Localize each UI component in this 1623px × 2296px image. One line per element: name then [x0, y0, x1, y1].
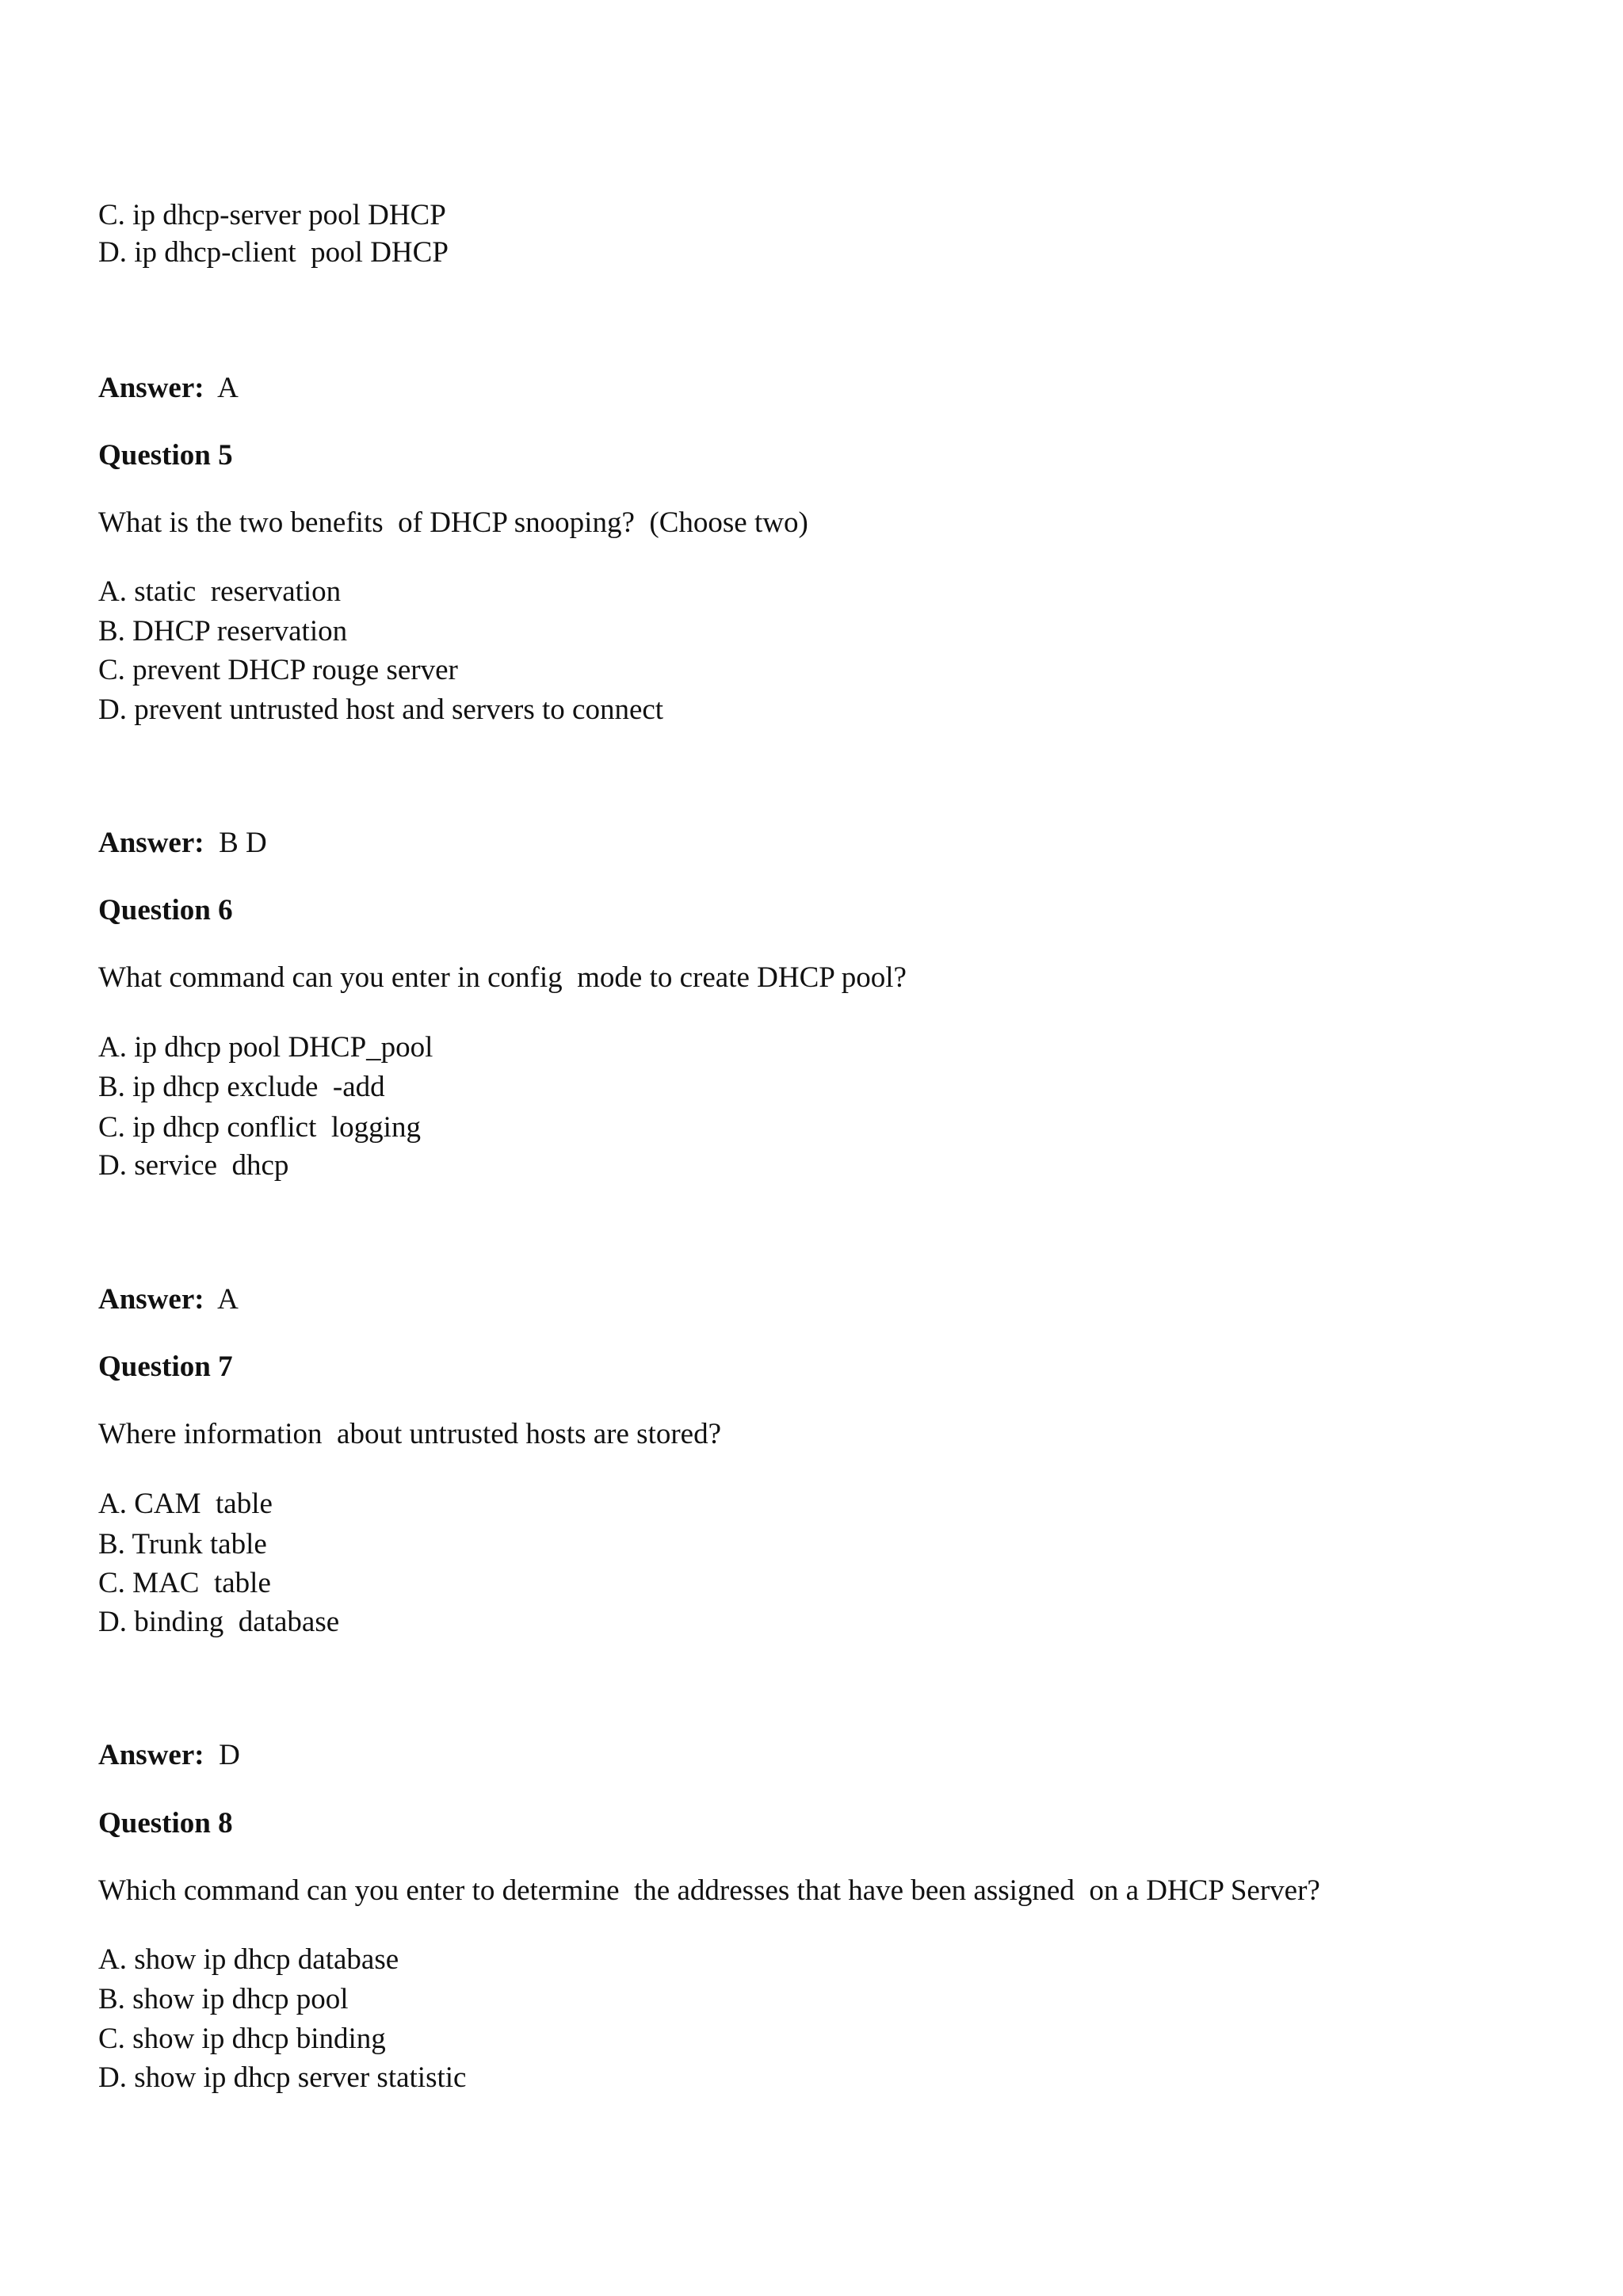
question-title: Question 5 [98, 439, 233, 472]
answer-value: A [217, 1283, 239, 1316]
option-c: C. show ip dhcp binding [98, 2023, 386, 2055]
question-text: Where information about untrusted hosts are stored? [98, 1418, 722, 1450]
option-a: A. CAM table [98, 1488, 273, 1520]
option-d: D. binding database [98, 1606, 340, 1638]
question-text: What is the two benefits of DHCP snooping? (Choose two) [98, 506, 808, 539]
option-c: C. ip dhcp-server pool DHCP [98, 199, 446, 231]
option-c: C. ip dhcp conflict logging [98, 1111, 421, 1144]
answer-line [98, 1738, 240, 1773]
answer-line [98, 1282, 239, 1317]
question-text: What command can you enter in config mode to create DHCP pool? [98, 961, 907, 994]
option-c: C. MAC table [98, 1567, 271, 1599]
question-text: Which command can you enter to determine the addresses that have been assigned on a DHCP Server? [98, 1874, 1320, 1907]
option-b: B. ip dhcp exclude -add [98, 1071, 385, 1103]
answer-line [98, 371, 239, 406]
option-d: D. prevent untrusted host and servers to connect [98, 693, 664, 726]
question-title: Question 6 [98, 894, 233, 926]
answer-label: Answer: [98, 1283, 204, 1316]
answer-label: Answer: [98, 1739, 204, 1771]
option-b: B. DHCP reservation [98, 615, 348, 648]
option-a: A. ip dhcp pool DHCP_pool [98, 1031, 433, 1064]
question-title: Question 7 [98, 1350, 233, 1383]
option-d: D. service dhcp [98, 1149, 289, 1182]
answer-label: Answer: [98, 827, 204, 859]
answer-label: Answer: [98, 372, 204, 404]
option-d: D. show ip dhcp server statistic [98, 2061, 467, 2094]
option-a: A. show ip dhcp database [98, 1943, 399, 1976]
answer-value: A [217, 372, 239, 404]
option-b: B. show ip dhcp pool [98, 1983, 349, 2015]
answer-value: B D [219, 827, 267, 859]
answer-line [98, 826, 267, 861]
option-b: B. Trunk table [98, 1528, 267, 1561]
option-d: D. ip dhcp-client pool DHCP [98, 236, 449, 269]
option-a: A. static reservation [98, 575, 342, 608]
option-c: C. prevent DHCP rouge server [98, 654, 458, 686]
question-title: Question 8 [98, 1807, 233, 1839]
answer-value: D [219, 1739, 240, 1771]
